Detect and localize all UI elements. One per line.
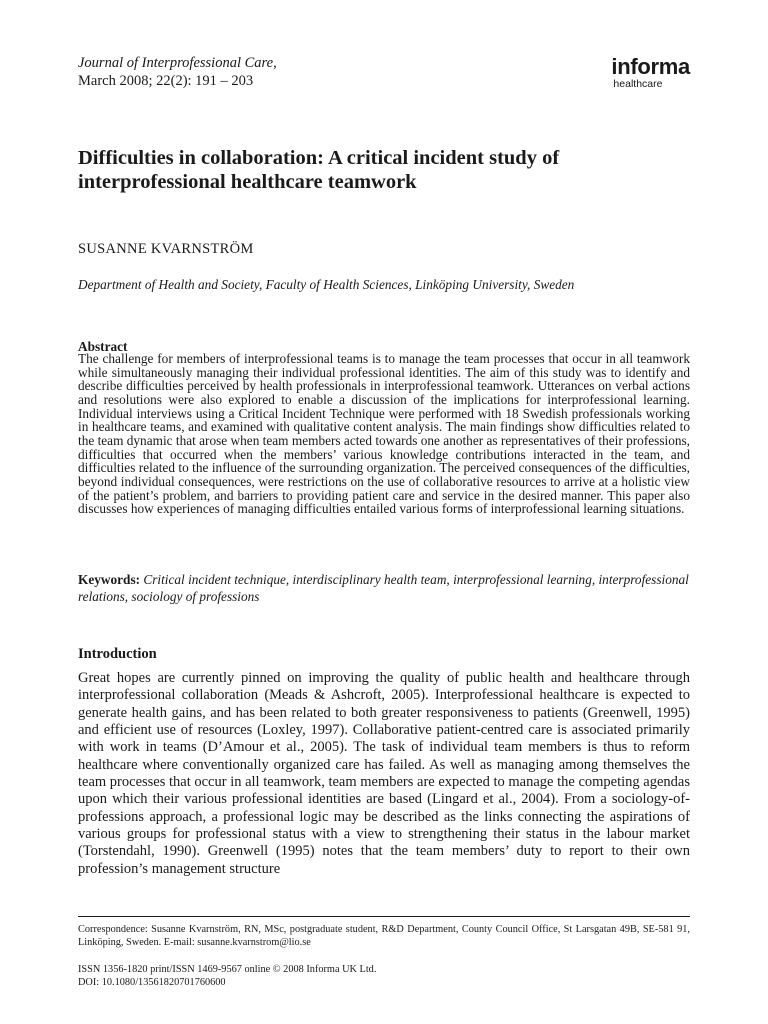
publisher-logo-brand: informa [611,54,690,79]
footnote-divider [78,916,690,917]
journal-page [78,0,690,1024]
publisher-logo [611,56,690,90]
issn-line: ISSN 1356-1820 print/ISSN 1469-9567 online © 2008 Informa UK Ltd. [78,964,377,975]
journal-citation [78,54,277,90]
journal-name: Journal of Interprofessional Care, [78,55,277,71]
keywords [78,572,690,605]
article-title: Difficulties in collaboration: A critical incident study of interprofessional healthcare teamwork [78,147,560,193]
doi-line: DOI: 10.1080/13561820701760600 [78,977,226,988]
abstract-text: The challenge for members of interprofessional teams is to manage the team processes that occur in all teamwork while simultaneously managing their individual professional identities. The aim of this study was to identify and describe difficulties perceived by health professionals in interprofessional teamwork. Utterances on verbal actions and resolutions were also explored to enable a discussion of the implications for interprofessional learning. Individual interviews using a Critical Incident Technique were performed with 18 Swedish professionals working in healthcare teams, and examined with qualitative content analysis. The main findings show difficulties related to the team dynamic that arose when team members acted towards one another as representatives of their professions, difficulties that occurred when the members’ various knowledge contributions interacted in the team, and difficulties related to the influence of the surrounding organization. The perceived consequences of the difficulties, beyond individual consequences, were restrictions on the use of collaborative resources to arrive at a holistic view of the patient’s problem, and barriers to providing patient care and service in the desired manner. This paper also discusses how experiences of managing difficulties entailed various forms of interprofessional learning situations. [78,351,690,517]
publication-info [78,963,376,989]
article-author: SUSANNE KVARNSTRÖM [78,241,254,257]
abstract-heading: Abstract [78,339,128,354]
publisher-logo-sub: healthcare [613,78,663,90]
introduction-heading: Introduction [78,646,157,662]
keywords-text: Critical incident technique, interdisciplinary health team, interprofessional learning, interprofessional relations, sociology of professions [78,572,689,604]
introduction-text: Great hopes are currently pinned on improving the quality of public health and healthcare through interprofessional collaboration (Meads & Ashcroft, 2005). Interprofessional healthcare is expected to generate health gains, and has been related to both greater responsiveness to patients (Greenwell, 1995) and efficient use of resources (Loxley, 1997). Collaborative patient-centred care is associated primarily with work in teams (D’Amour et al., 2005). The task of individual team members is thus to reform healthcare where conventionally organized care has failed. As well as managing among themselves the team processes that occur in all teamwork, team members are expected to manage the competing agendas upon which their various professional identities are based (Lingard et al., 2004). From a sociology-of-professions approach, a professional logic may be described as the links connecting the aspirations of various groups for professional status with a view to strengthening their status in the labour market (Torstendahl, 1990). Greenwell (1995) notes that the team members’ duty to report to their own profession’s management structure [78,670,690,877]
correspondence-note: Correspondence: Susanne Kvarnström, RN, MSc, postgraduate student, R&D Department, County Council Office, St Larsgatan 49B, SE-581 91, Linköping, Sweden. E-mail: susanne.kvarnstrom@lio.se [78,924,690,948]
keywords-label: Keywords: [78,572,141,587]
journal-issue: March 2008; 22(2): 191 – 203 [78,73,254,89]
author-affiliation: Department of Health and Society, Faculty of Health Sciences, Linköping University, Sweden [78,277,575,292]
